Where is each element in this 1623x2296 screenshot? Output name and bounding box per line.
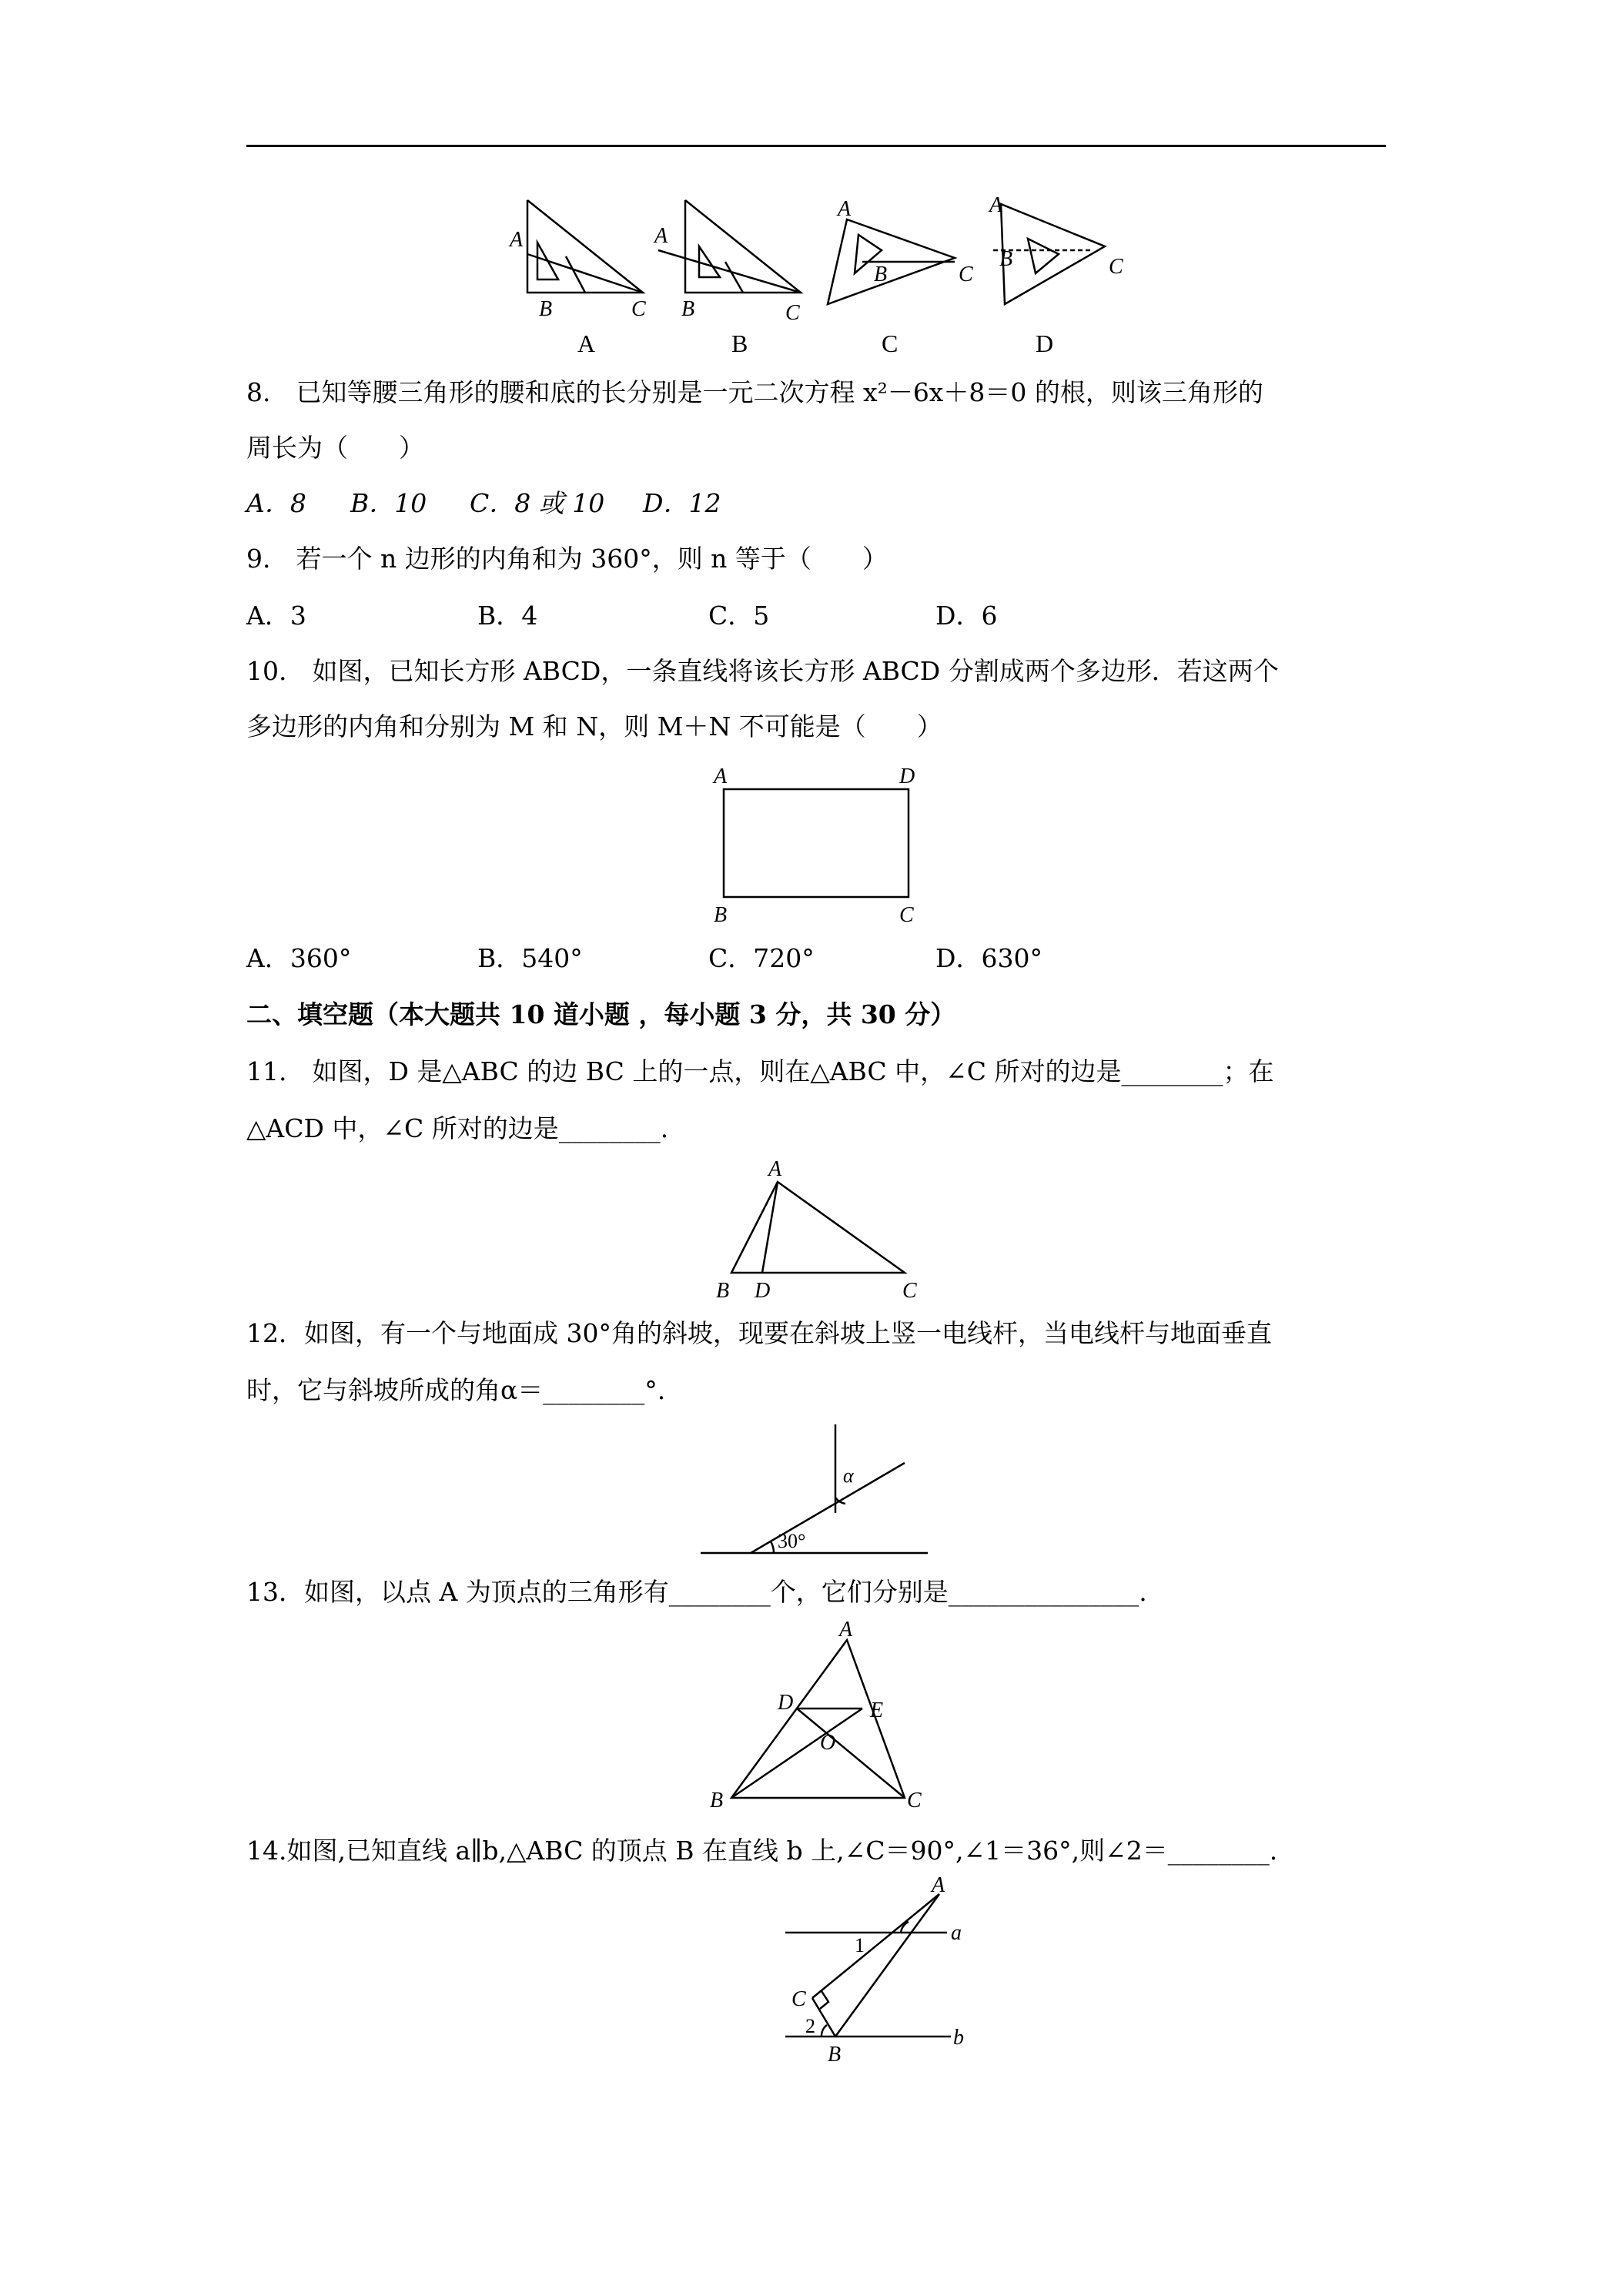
q9-option-c: C．5 (708, 601, 770, 631)
q9-option-d: D．6 (935, 601, 998, 631)
q11-label-c: C (902, 1279, 917, 1303)
q14-line-b-label: b (953, 2026, 964, 2050)
q9-option-a: A．3 (246, 601, 306, 631)
q14-point-a: A (932, 1875, 945, 1897)
q11-label-a: A (768, 1159, 782, 1181)
fig7-c-label-4: C (1109, 255, 1123, 279)
fig7-caption-d: D (1036, 330, 1054, 357)
q13-label-o: O (820, 1731, 836, 1755)
fig7-a-label-4: A (989, 193, 1003, 217)
figure-q14-parallel-lines (778, 1875, 1009, 2063)
q13-label-a: A (839, 1621, 853, 1642)
q10-option-d: D．630° (935, 943, 1042, 973)
q10-option-a: A．360° (246, 943, 352, 973)
q13-label-d: D (778, 1691, 794, 1715)
q11-label-d: D (755, 1279, 771, 1303)
q10-line1: 10. 如图，已知长方形 ABCD，一条直线将该长方形 ABCD 分割成两个多边形．若这两个 (246, 656, 1279, 686)
header-rule (246, 145, 1386, 147)
q13-line1: 13．如图，以点 A 为顶点的三角形有________个，它们分别是_______________. (246, 1577, 1147, 1607)
fig7-caption-c: C (882, 330, 899, 357)
q9-option-b: B．4 (477, 601, 538, 631)
q14-point-c: C (791, 1987, 806, 2011)
fig7-b-label-2: B (681, 297, 695, 321)
q10-option-c: C．720° (708, 943, 815, 973)
fig7-a-label-3: A (838, 197, 852, 221)
q10-label-d: D (899, 765, 915, 788)
fig7-caption-a: A (577, 330, 596, 357)
q8-line2: 周长为（ ） (246, 433, 424, 463)
fig7-b-label-4: B (999, 247, 1013, 271)
q10-option-b: B．540° (477, 943, 583, 973)
q14-line-a-label: a (951, 1921, 962, 1945)
q8-line1: 8. 已知等腰三角形的腰和底的长分别是一元二次方程 x²－6x＋8＝0 的根，则该三角形的 (246, 377, 1263, 407)
q14-point-b: B (828, 2043, 842, 2063)
figure-q7-triangles (493, 189, 1139, 358)
q8-option-d: D．12 (643, 488, 721, 518)
q14-line1: 14.如图,已知直线 a∥b,△ABC 的顶点 B 在直线 b 上,∠C＝90°,∠1＝36°,则∠2＝________. (246, 1836, 1278, 1866)
q13-label-e: E (870, 1699, 884, 1722)
q9-text: 9. 若一个 n 边形的内角和为 360°，则 n 等于（ ） (246, 544, 888, 574)
q13-label-c: C (907, 1789, 922, 1812)
fig7-caption-b: B (731, 330, 748, 357)
figure-q10-rectangle (708, 758, 932, 928)
figure-q12-slope (697, 1421, 943, 1563)
q10-label-b: B (714, 903, 728, 927)
q14-angle-2-label: 2 (805, 2015, 815, 2037)
q12-line1: 12．如图，有一个与地面成 30°角的斜坡，现要在斜坡上竖一电线杆，当电线杆与地面垂直 (246, 1318, 1272, 1348)
q10-label-a: A (714, 765, 728, 788)
q14-angle-1-label: 1 (855, 1934, 865, 1956)
q10-label-c: C (899, 903, 914, 927)
fig7-a-label-2: A (654, 224, 668, 248)
figure-q13-triangle (701, 1621, 939, 1813)
fig7-b-label-3: B (874, 263, 888, 286)
section-2-heading: 二、填空题（本大题共 10 道小题 ，每小题 3 分，共 30 分） (246, 999, 956, 1029)
q8-option-a: A．8 (246, 488, 306, 518)
q10-line2: 多边形的内角和分别为 M 和 N，则 M＋N 不可能是（ ） (246, 711, 942, 741)
fig7-c-label-2: C (785, 301, 800, 325)
q13-label-b: B (710, 1789, 724, 1812)
q8-option-c: C．8 或 10 (470, 488, 605, 518)
figure-q11-triangle (701, 1159, 939, 1305)
q8-option-b: B．10 (350, 488, 427, 518)
q12-line2: 时，它与斜坡所成的角α＝________°. (246, 1375, 666, 1405)
q11-label-b: B (716, 1279, 730, 1303)
q12-alpha-label: α (843, 1464, 854, 1487)
fig7-c-label-3: C (959, 263, 973, 286)
fig7-a-label-1: A (510, 228, 524, 252)
fig7-b-label-1: B (539, 297, 553, 321)
q11-line1: 11. 如图，D 是△ABC 的边 BC 上的一点，则在△ABC 中，∠C 所对的边是________；在 (246, 1056, 1274, 1086)
q11-line2: △ACD 中，∠C 所对的边是________. (246, 1113, 669, 1143)
q12-angle-label: 30° (778, 1530, 806, 1552)
fig7-c-label-1: C (631, 297, 646, 321)
